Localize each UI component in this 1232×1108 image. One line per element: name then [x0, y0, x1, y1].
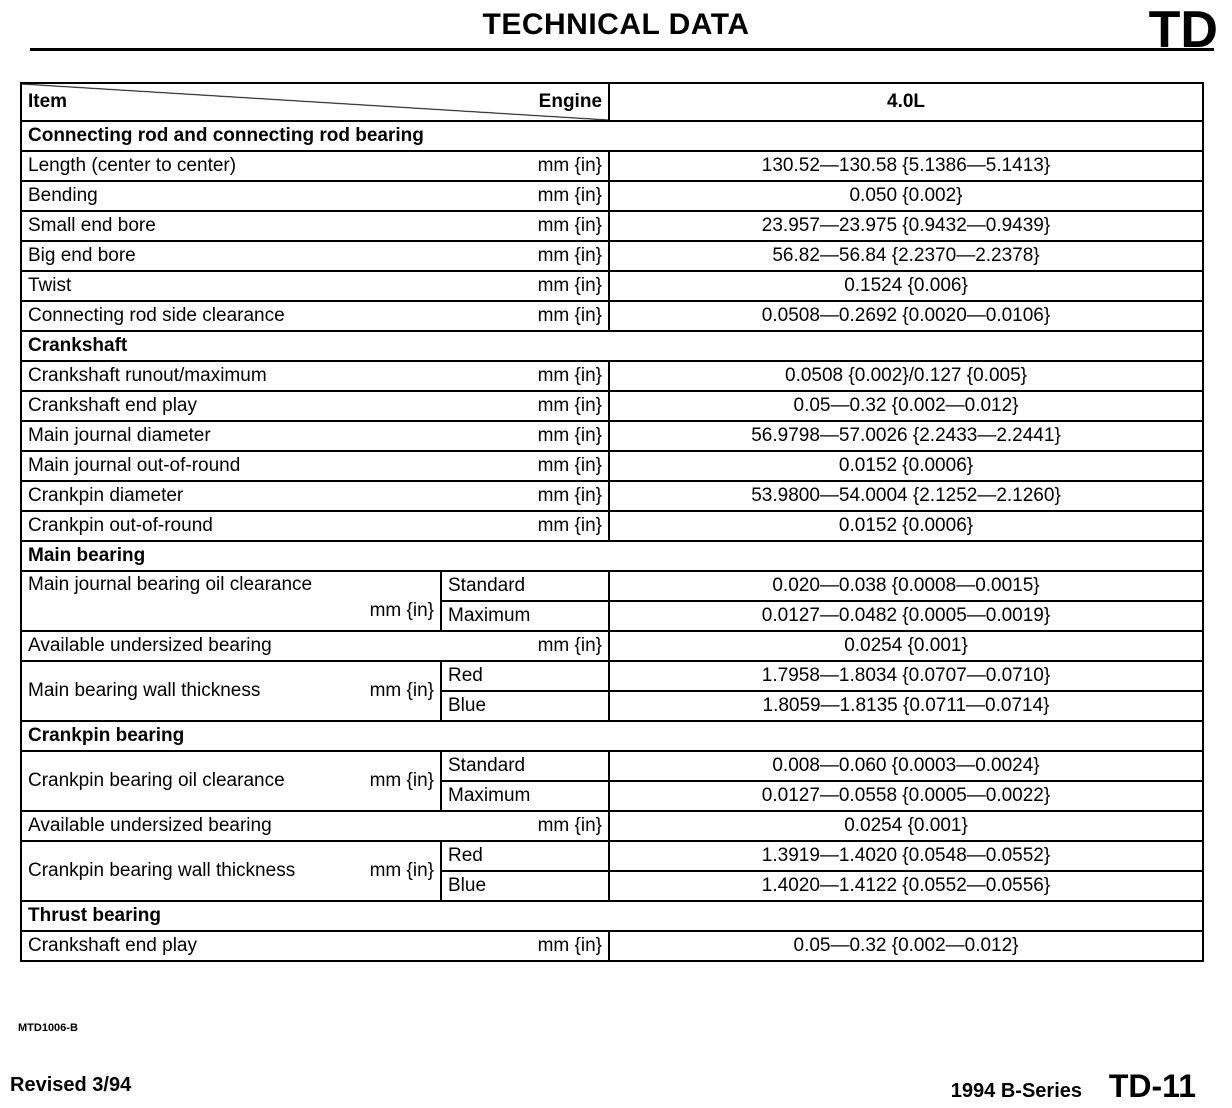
unit-label: mm {in} [537, 815, 603, 836]
row-value: 0.0508 {0.002}/0.127 {0.005} [609, 361, 1203, 391]
unit-label: mm {in} [537, 455, 603, 476]
unit-label: mm {in} [537, 485, 603, 506]
table-row [21, 361, 1203, 391]
section-title-thrust-bearing: Thrust bearing [21, 901, 1203, 931]
table-row [21, 241, 1203, 271]
section-title-crankshaft: Crankshaft [21, 331, 1203, 361]
figure-code: MTD1006-B [18, 1022, 78, 1034]
unit-label: mm {in} [537, 305, 603, 326]
unit-label: mm {in} [369, 680, 434, 701]
item-engine-header [21, 83, 609, 121]
row-value: 0.0152 {0.0006} [609, 511, 1203, 541]
unit-label: mm {in} [537, 365, 603, 386]
section-row [21, 331, 1203, 361]
sub-label: Red [441, 661, 609, 691]
unit-label: mm {in} [537, 635, 603, 656]
row-label: Crankshaft end play [28, 935, 197, 956]
row-label: Crankpin bearing wall thickness [28, 860, 296, 881]
sub-label: Blue [441, 691, 609, 721]
table-row [21, 181, 1203, 211]
table-row [21, 751, 1203, 781]
table-row [21, 631, 1203, 661]
section-row [21, 901, 1203, 931]
table-row [21, 841, 1203, 871]
table-row [21, 211, 1203, 241]
row-label: Crankpin out-of-round [28, 515, 213, 536]
sub-label: Standard [441, 751, 609, 781]
row-value: 1.7958—1.8034 {0.0707—0.0710} [609, 661, 1203, 691]
row-label: Crankpin bearing oil clearance [28, 770, 285, 791]
series-label: 1994 B-Series [950, 1080, 1082, 1102]
row-value: 0.05—0.32 {0.002—0.012} [609, 931, 1203, 961]
table-row [21, 661, 1203, 691]
row-label-cell [21, 661, 441, 721]
section-row [21, 121, 1203, 151]
table-row [21, 301, 1203, 331]
row-label: Big end bore [28, 245, 136, 266]
row-value: 0.0127—0.0558 {0.0005—0.0022} [609, 781, 1203, 811]
sub-label: Blue [441, 871, 609, 901]
row-value: 0.0152 {0.0006} [609, 451, 1203, 481]
section-title-conrod: Connecting rod and connecting rod bearing [21, 121, 1203, 151]
section-row [21, 721, 1203, 751]
table-row [21, 931, 1203, 961]
unit-label: mm {in} [537, 245, 603, 266]
unit-label: mm {in} [369, 770, 434, 791]
section-code: TD [1148, 1, 1218, 59]
row-value: 56.9798—57.0026 {2.2433—2.2441} [609, 421, 1203, 451]
unit-label: mm {in} [537, 275, 603, 296]
table-row [21, 451, 1203, 481]
row-label: Available undersized bearing [28, 635, 272, 656]
unit-label: mm {in} [537, 425, 603, 446]
row-label: Main journal out-of-round [28, 455, 241, 476]
row-value: 23.957—23.975 {0.9432—0.9439} [609, 211, 1203, 241]
row-label-cell [21, 571, 441, 631]
technical-data-table [20, 82, 1204, 962]
sub-label: Red [441, 841, 609, 871]
row-label: Length (center to center) [28, 155, 237, 176]
sub-label: Maximum [441, 601, 609, 631]
table-header-row [21, 83, 1203, 121]
page-title: TECHNICAL DATA [482, 8, 750, 41]
engine-column-header: 4.0L [609, 83, 1203, 121]
row-value: 0.008—0.060 {0.0003—0.0024} [609, 751, 1203, 781]
row-value: 1.3919—1.4020 {0.0548—0.0552} [609, 841, 1203, 871]
row-value: 0.0127—0.0482 {0.0005—0.0019} [609, 601, 1203, 631]
row-label: Twist [28, 275, 72, 296]
table-row [21, 481, 1203, 511]
section-row [21, 541, 1203, 571]
row-label: Crankpin diameter [28, 485, 184, 506]
unit-label: mm {in} [537, 515, 603, 536]
row-label: Bending [28, 185, 98, 206]
unit-label: mm {in} [369, 600, 434, 621]
row-value: 1.4020—1.4122 {0.0552—0.0556} [609, 871, 1203, 901]
unit-label: mm {in} [537, 395, 603, 416]
sub-label: Maximum [441, 781, 609, 811]
row-value: 0.020—0.038 {0.0008—0.0015} [609, 571, 1203, 601]
unit-label: mm {in} [537, 935, 603, 956]
row-label: Crankshaft runout/maximum [28, 365, 267, 386]
row-value: 53.9800—54.0004 {2.1252—2.1260} [609, 481, 1203, 511]
unit-label: mm {in} [537, 215, 603, 236]
table-row [21, 811, 1203, 841]
table-row [21, 571, 1203, 601]
row-label-cell [21, 841, 441, 901]
revision-date: Revised 3/94 [10, 1074, 132, 1096]
unit-label: mm {in} [537, 185, 603, 206]
row-value: 130.52—130.58 {5.1386—5.1413} [609, 151, 1203, 181]
row-label: Available undersized bearing [28, 815, 272, 836]
row-value: 56.82—56.84 {2.2370—2.2378} [609, 241, 1203, 271]
row-label: Main journal bearing oil clearance [28, 574, 313, 595]
sub-label: Standard [441, 571, 609, 601]
unit-label: mm {in} [369, 860, 434, 881]
row-value: 0.0254 {0.001} [609, 631, 1203, 661]
row-value: 1.8059—1.8135 {0.0711—0.0714} [609, 691, 1203, 721]
row-label-cell [21, 751, 441, 811]
header-divider [30, 48, 1214, 51]
row-label: Main journal diameter [28, 425, 211, 446]
table-row [21, 271, 1203, 301]
section-title-main-bearing: Main bearing [21, 541, 1203, 571]
table-row [21, 151, 1203, 181]
engine-header: Engine [538, 91, 603, 112]
row-label: Crankshaft end play [28, 395, 197, 416]
row-value: 0.050 {0.002} [609, 181, 1203, 211]
row-value: 0.0254 {0.001} [609, 811, 1203, 841]
row-value: 0.1524 {0.006} [609, 271, 1203, 301]
section-title-crankpin-bearing: Crankpin bearing [21, 721, 1203, 751]
row-value: 0.0508—0.2692 {0.0020—0.0106} [609, 301, 1203, 331]
row-label: Connecting rod side clearance [28, 305, 285, 326]
item-header: Item [28, 91, 68, 112]
page-number: TD-11 [1108, 1068, 1196, 1104]
row-label: Small end bore [28, 215, 156, 236]
row-value: 0.05—0.32 {0.002—0.012} [609, 391, 1203, 421]
unit-label: mm {in} [537, 155, 603, 176]
row-label: Main bearing wall thickness [28, 680, 261, 701]
table-row [21, 391, 1203, 421]
table-row [21, 421, 1203, 451]
table-row [21, 511, 1203, 541]
